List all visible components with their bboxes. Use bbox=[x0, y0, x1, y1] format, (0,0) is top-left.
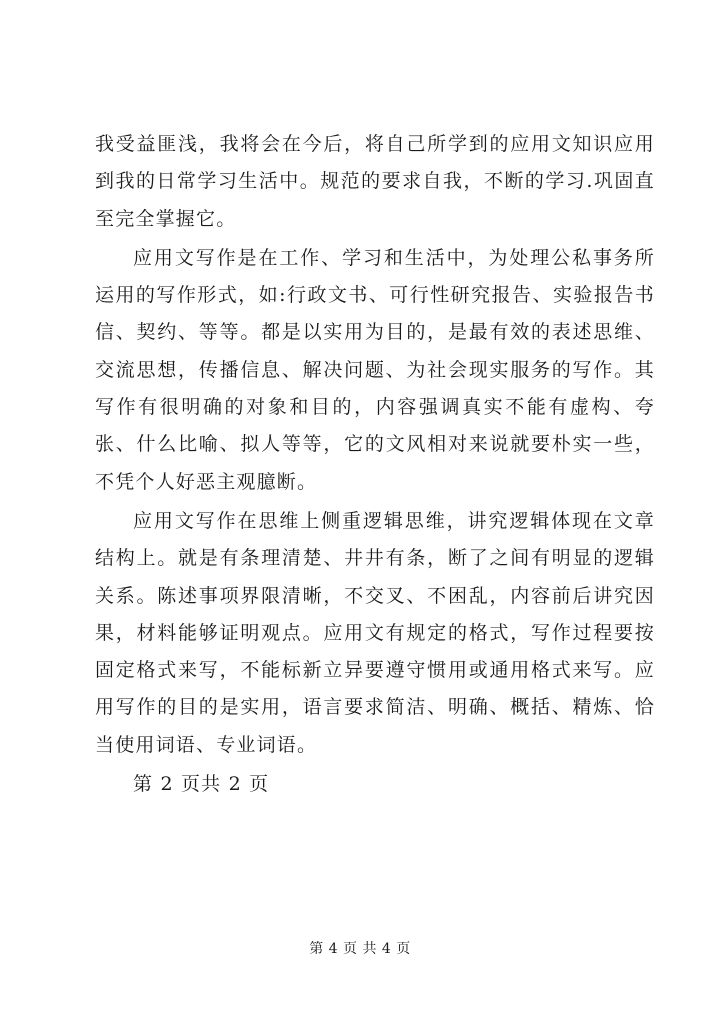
inline-page-note: 第 2 页共 2 页 bbox=[133, 773, 270, 796]
document-body bbox=[95, 126, 655, 805]
paragraph-3: 应用文写作在思维上侧重逻辑思维，讲究逻辑体现在文章结构上。就是有条理清楚、井井有条，断了之间有明显的逻辑关系。陈述事项界限清晰，不交叉、不困乱，内容前后讲究因果，材料能够证明观点。应用文有规定的格式，写作过程要按固定格式来写，不能标新立异要遵守惯用或通用格式来写。应用写作的目的是实用，语言要求简洁、明确、概括、精炼、恰当使用词语、专业词语。 bbox=[95, 509, 655, 756]
paragraph-1: 我受益匪浅，我将会在今后，将自己所学到的应用文知识应用到我的日常学习生活中。规范的要求自我，不断的学习.巩固直至完全掌握它。 bbox=[95, 133, 655, 230]
paragraph-2: 应用文写作是在工作、学习和生活中，为处理公私事务所运用的写作形式，如:行政文书、可行性研究报告、实验报告书信、契约、等等。都是以实用为目的，是最有效的表述思维、交流思想，传播信息、解决问题、为社会现实服务的写作。其写作有很明确的对象和目的，内容强调真实不能有虚构、夸张、什么比喻、拟人等等，它的文风相对来说就要朴实一些，不凭个人好恶主观臆断。 bbox=[95, 246, 655, 493]
page-footer: 第 4 页 共 4 页 bbox=[309, 941, 411, 957]
